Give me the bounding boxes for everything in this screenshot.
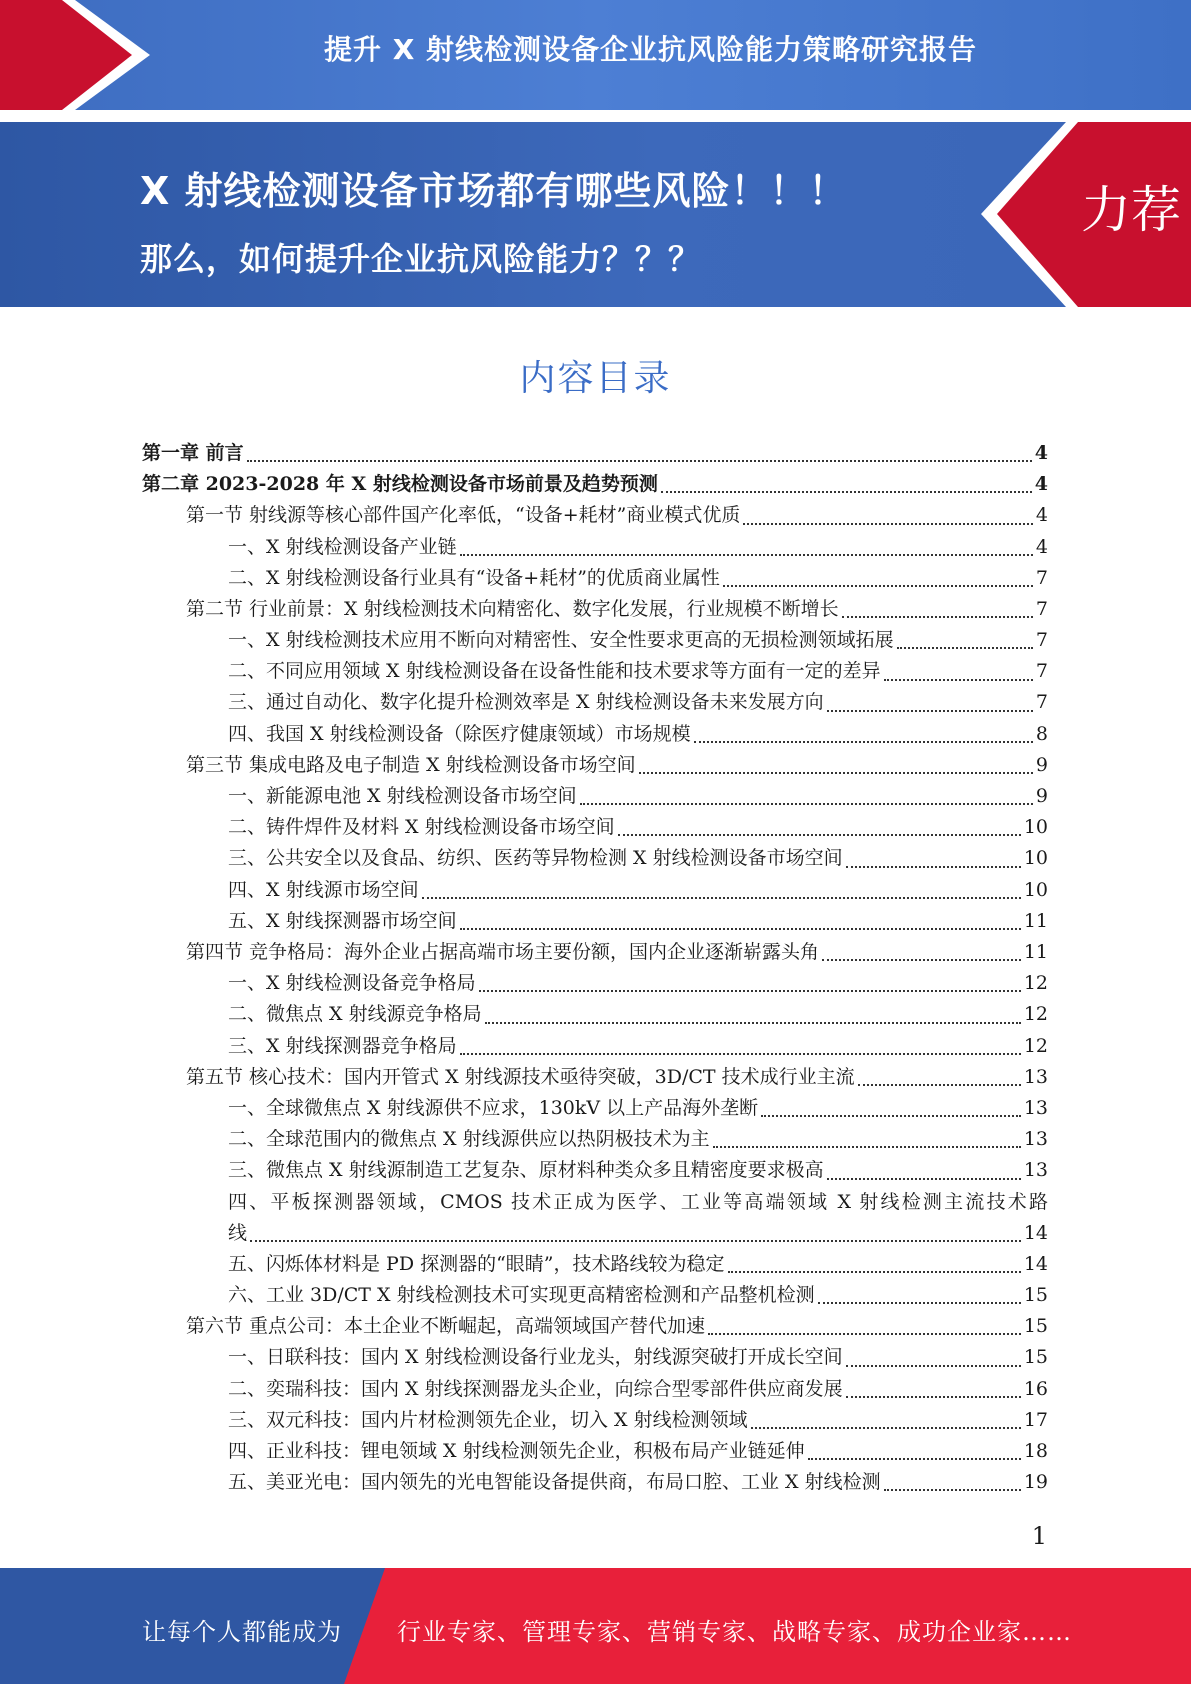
toc-entry-label: 一、新能源电池 X 射线检测设备市场空间 (228, 785, 577, 808)
toc-leader (580, 803, 1033, 805)
toc-entry-label: 三、公共安全以及食品、纺织、医药等异物检测 X 射线检测设备市场空间 (228, 847, 843, 870)
toc-entry[interactable] (142, 875, 1048, 906)
toc-leader (247, 460, 1032, 462)
toc-entry-page: 17 (1023, 1408, 1048, 1431)
toc-entry[interactable] (142, 999, 1048, 1030)
recommend-badge-text: 力荐 (1081, 181, 1181, 239)
toc-entry-label: 一、日联科技：国内 X 射线检测设备行业龙头，射线源突破打开成长空间 (228, 1346, 843, 1369)
toc-entry[interactable] (142, 750, 1048, 781)
top-banner (0, 0, 1191, 110)
page-number: 1 (1031, 1522, 1047, 1550)
toc-leader (884, 679, 1033, 681)
toc-leader (761, 1115, 1021, 1117)
toc-entry-page: 12 (1023, 972, 1048, 995)
toc-entry[interactable] (142, 1031, 1048, 1062)
toc-entry-label: 三、通过自动化、数字化提升检测效率是 X 射线检测设备未来发展方向 (228, 691, 824, 714)
toc-entry-label: 第一节 射线源等核心部件国产化率低，“设备+耗材”商业模式优质 (186, 504, 741, 527)
toc-leader (842, 616, 1033, 618)
toc-entry-label: 四、正业科技：锂电领域 X 射线检测领先企业，积极布局产业链延伸 (228, 1440, 805, 1462)
toc-leader (743, 523, 1033, 525)
toc-entry-label: 二、铸件焊件及材料 X 射线检测设备市场空间 (228, 816, 615, 839)
hero-subheadline: 那么，如何提升企业抗风险能力？？？ (140, 240, 702, 278)
toc-entry-page: 8 (1035, 722, 1048, 745)
toc-leader (708, 1333, 1021, 1335)
toc-entry-label: 三、双元科技：国内片材检测领先企业，切入 X 射线检测领域 (228, 1408, 748, 1431)
toc-entry[interactable] (142, 1311, 1048, 1342)
toc-leader (639, 772, 1033, 774)
toc-entry-page: 15 (1023, 1315, 1048, 1338)
toc-entry-page: 14 (1023, 1252, 1048, 1275)
toc-entry-page: 7 (1035, 691, 1048, 714)
toc-title: 内容目录 (519, 358, 672, 399)
toc-leader (694, 741, 1033, 743)
toc-entry-page: 18 (1023, 1440, 1048, 1462)
toc-entry-label: 三、X 射线探测器竞争格局 (228, 1034, 457, 1057)
footer-slogan-right: 行业专家、管理专家、营销专家、战略专家、成功企业家…… (397, 1618, 1072, 1646)
toc-entry-label: 第五节 核心技术：国内开管式 X 射线源技术亟待突破，3D/CT 技术成行业主流 (186, 1065, 855, 1088)
toc-entry-label: 第二章 2023-2028 年 X 射线检测设备市场前景及趋势预测 (142, 473, 658, 496)
toc-entry-page: 13 (1023, 1128, 1048, 1151)
toc-leader (250, 1240, 1021, 1242)
toc-entry[interactable] (142, 843, 1048, 874)
toc-entry-label: 五、美亚光电：国内领先的光电智能设备提供商，布局口腔、工业 X 射线检测 (228, 1471, 881, 1494)
toc-entry-page: 16 (1023, 1377, 1048, 1400)
toc-entry-page: 4 (1034, 441, 1048, 464)
toc-entry-label: 第二节 行业前景：X 射线检测技术向精密化、数字化发展，行业规模不断增长 (186, 597, 839, 620)
toc-entry[interactable] (142, 1374, 1048, 1405)
toc-entry-label: 五、闪烁体材料是 PD 探测器的“眼睛”，技术路线较为稳定 (228, 1252, 725, 1275)
hero-headline: X 射线检测设备市场都有哪些风险！！！ (140, 169, 848, 213)
toc-entry[interactable] (142, 688, 1048, 719)
toc-leader (618, 834, 1021, 836)
toc-entry-page: 4 (1035, 535, 1048, 558)
toc-leader (827, 1178, 1021, 1180)
toc-leader (897, 647, 1033, 649)
toc-leader (485, 1022, 1021, 1024)
toc-entry-label: 一、X 射线检测设备竞争格局 (228, 972, 476, 995)
toc-leader (858, 1084, 1021, 1086)
toc-leader (846, 1365, 1021, 1367)
toc-entry[interactable] (142, 1280, 1048, 1311)
toc-leader (751, 1427, 1021, 1429)
toc-entry[interactable] (142, 438, 1048, 469)
toc-entry-label: 二、不同应用领域 X 射线检测设备在设备性能和技术要求等方面有一定的差异 (228, 660, 881, 683)
toc-entry-label: 第六节 重点公司：本土企业不断崛起，高端领域国产替代加速 (186, 1315, 706, 1338)
toc-entry[interactable] (142, 656, 1048, 687)
toc-leader (460, 928, 1021, 930)
toc-leader (808, 1458, 1021, 1460)
table-of-contents (142, 438, 1048, 1498)
toc-entry-page: 11 (1023, 940, 1048, 963)
toc-entry-label: 第四节 竞争格局：海外企业占据高端市场主要份额，国内企业逐渐崭露头角 (186, 940, 820, 963)
toc-entry-label: 第三节 集成电路及电子制造 X 射线检测设备市场空间 (186, 753, 636, 776)
toc-entry[interactable] (142, 1062, 1048, 1093)
toc-entry[interactable] (142, 1093, 1048, 1124)
toc-entry-label: 二、全球范围内的微焦点 X 射线源供应以热阴极技术为主 (228, 1128, 710, 1151)
toc-leader (422, 897, 1021, 899)
hero-banner (0, 122, 1191, 307)
toc-leader (460, 1053, 1021, 1055)
toc-leader (723, 585, 1033, 587)
toc-entry[interactable] (142, 469, 1048, 500)
toc-entry[interactable] (142, 781, 1048, 812)
toc-entry-page: 7 (1035, 660, 1048, 683)
toc-entry-label: 二、微焦点 X 射线源竞争格局 (228, 1003, 482, 1026)
toc-entry-page: 15 (1023, 1346, 1048, 1369)
toc-entry-page: 13 (1023, 1096, 1048, 1119)
toc-entry-label: 一、全球微焦点 X 射线源供不应求，130kV 以上产品海外垄断 (228, 1096, 759, 1119)
toc-entry[interactable] (142, 719, 1048, 750)
toc-entry[interactable] (142, 563, 1048, 594)
toc-leader (479, 990, 1021, 992)
toc-entry-label: 三、微焦点 X 射线源制造工艺复杂、原材料种类众多且精密度要求极高 (228, 1159, 824, 1182)
toc-entry-page: 14 (1023, 1221, 1048, 1244)
toc-entry-page: 7 (1035, 566, 1048, 589)
toc-leader (818, 1302, 1021, 1304)
toc-entry-page: 19 (1023, 1471, 1048, 1494)
toc-entry-page: 13 (1023, 1065, 1048, 1088)
toc-entry-page: 9 (1035, 753, 1048, 776)
toc-entry-label: 第一章 前言 (142, 441, 244, 464)
toc-entry-label: 四、X 射线源市场空间 (228, 878, 419, 901)
toc-entry-page: 15 (1023, 1284, 1048, 1307)
toc-leader (661, 491, 1032, 493)
toc-entry[interactable] (142, 625, 1048, 656)
toc-entry[interactable] (142, 500, 1048, 531)
toc-entry-label: 一、X 射线检测设备产业链 (228, 535, 457, 558)
toc-entry[interactable] (142, 1187, 1048, 1249)
toc-entry-page: 10 (1023, 816, 1048, 839)
toc-entry-label: 二、X 射线检测设备行业具有“设备+耗材”的优质商业属性 (228, 566, 720, 589)
toc-leader (884, 1489, 1021, 1491)
toc-leader (846, 1396, 1021, 1398)
toc-leader (822, 959, 1021, 961)
toc-leader (713, 1146, 1021, 1148)
toc-entry-page: 4 (1035, 504, 1048, 527)
toc-entry-page: 11 (1023, 909, 1048, 932)
toc-entry-label: 四、我国 X 射线检测设备（除医疗健康领域）市场规模 (228, 722, 691, 745)
toc-entry[interactable] (142, 532, 1048, 563)
toc-entry[interactable] (142, 1436, 1048, 1467)
toc-entry[interactable] (142, 812, 1048, 843)
toc-entry-label: 五、X 射线探测器市场空间 (228, 909, 457, 932)
toc-entry-label: 四、平板探测器领域，CMOS 技术正成为医学、工业等高端领域 X 射线检测主流技术路 (228, 1190, 1048, 1213)
toc-entry-page: 7 (1035, 629, 1048, 652)
toc-leader (460, 554, 1033, 556)
toc-entry[interactable] (142, 968, 1048, 999)
toc-entry[interactable] (142, 1467, 1048, 1498)
report-title: 提升 X 射线检测设备企业抗风险能力策略研究报告 (323, 33, 978, 66)
toc-entry-page: 4 (1034, 473, 1048, 496)
toc-leader (846, 866, 1021, 868)
footer-slogan-left: 让每个人都能成为 (142, 1618, 342, 1646)
toc-entry-page: 13 (1023, 1159, 1048, 1182)
toc-entry-label: 二、奕瑞科技：国内 X 射线探测器龙头企业，向综合型零部件供应商发展 (228, 1377, 843, 1400)
toc-entry[interactable] (142, 937, 1048, 968)
toc-leader (728, 1271, 1021, 1273)
toc-entry[interactable] (142, 1155, 1048, 1186)
toc-entry[interactable] (142, 906, 1048, 937)
toc-entry-page: 10 (1023, 847, 1048, 870)
toc-entry-page: 12 (1023, 1034, 1048, 1057)
toc-entry[interactable] (142, 594, 1048, 625)
toc-entry[interactable] (142, 1124, 1048, 1155)
toc-entry-label-cont: 线 (228, 1221, 248, 1244)
toc-entry[interactable] (142, 1405, 1048, 1436)
toc-leader (827, 710, 1033, 712)
toc-entry[interactable] (142, 1249, 1048, 1280)
toc-entry-page: 12 (1023, 1003, 1048, 1026)
toc-entry-page: 10 (1023, 878, 1048, 901)
toc-entry-page: 9 (1035, 785, 1048, 808)
toc-entry-label: 六、工业 3D/CT X 射线检测技术可实现更高精密检测和产品整机检测 (228, 1284, 815, 1307)
toc-entry-label: 一、X 射线检测技术应用不断向对精密性、安全性要求更高的无损检测领域拓展 (228, 629, 894, 652)
red-chevron-decoration (0, 0, 150, 110)
toc-entry-page: 7 (1035, 597, 1048, 620)
toc-entry[interactable] (142, 1342, 1048, 1373)
